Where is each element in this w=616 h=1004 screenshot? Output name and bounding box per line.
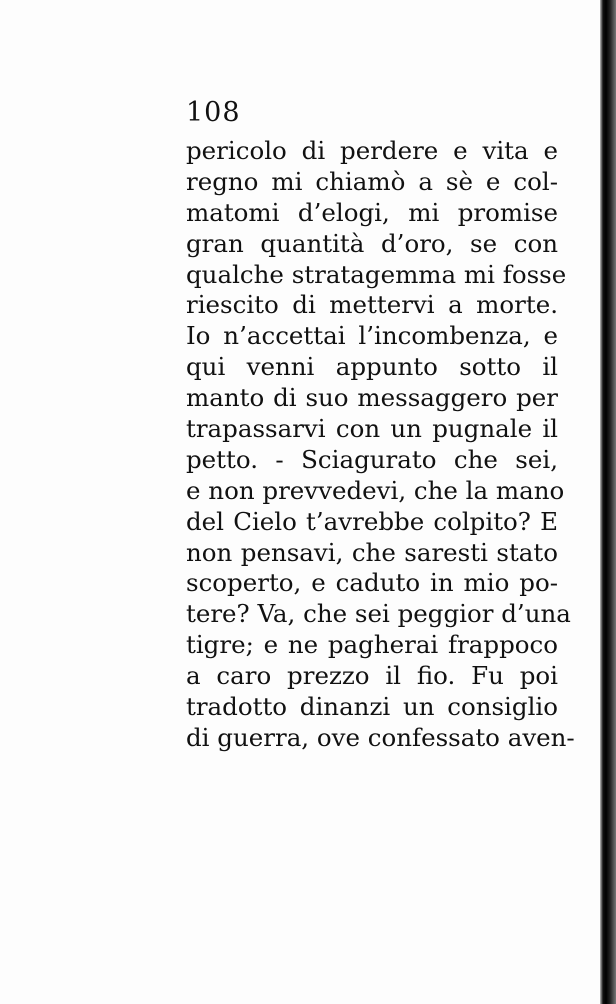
page-edge-shadow (600, 0, 616, 1004)
text-line: riescito di mettervi a morte. (186, 290, 558, 320)
text-line: tradotto dinanzi un consiglio (186, 692, 558, 722)
text-line: gran quantità d’oro, se con (186, 228, 558, 258)
text-line: qualche stratagemma mi fosse (186, 259, 567, 289)
text-line: manto di suo messaggero per (186, 383, 558, 413)
text-line: tere? Va, che sei peggior d’una (186, 599, 571, 629)
text-line: del Cielo t’avrebbe colpito? E (186, 506, 558, 536)
text-line: Io n’accettai l’incombenza, e (186, 321, 558, 351)
text-line: trapassarvi con un pugnale il (186, 414, 558, 444)
text-line: scoperto, e caduto in mio po- (186, 568, 558, 598)
text-line: a caro prezzo il fio. Fu poi (186, 661, 558, 691)
text-line: pericolo di perdere e vita e (186, 136, 558, 165)
body-text (186, 136, 575, 754)
text-line: petto. - Sciagurato che sei, (186, 444, 558, 474)
text-line: matomi d’elogi, mi promise (186, 197, 558, 227)
text-line: non pensavi, che saresti stato (186, 537, 558, 567)
text-line: qui venni appunto sotto il (186, 352, 558, 382)
text-line: di guerra, ove confessato aven- (186, 722, 575, 752)
text-line: tigre; e ne pagherai frappoco (186, 630, 558, 660)
page-number: 108 (186, 97, 241, 128)
text-line: e non prevvedevi, che la mano (186, 475, 565, 505)
text-line: regno mi chiamò a sè e col- (186, 166, 558, 196)
